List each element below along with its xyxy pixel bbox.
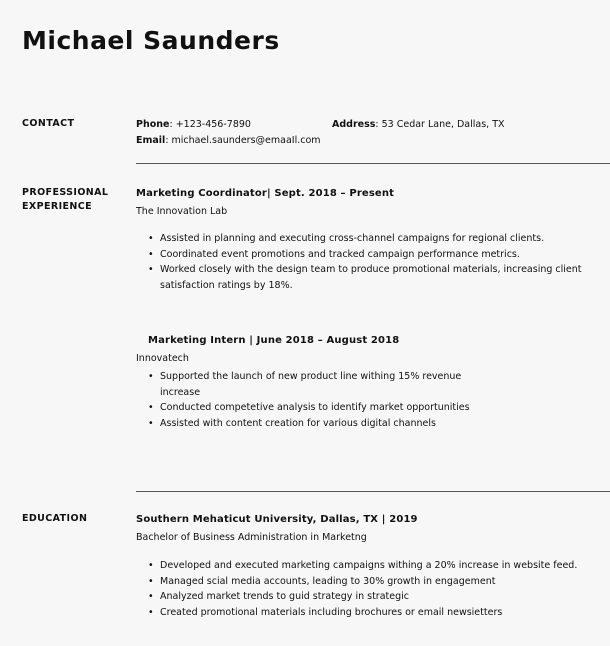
contact-column-right xyxy=(332,117,610,133)
education-entry-organization: Bachelor of Business Administration in Marketng xyxy=(136,532,367,543)
experience-entry-title: Marketing Intern | June 2018 – August 2018 xyxy=(148,335,400,346)
experience-body xyxy=(136,186,610,431)
list-item: • Worked closely with the design team to produce promotional materials, increasing client satisfaction ratings by 18%. xyxy=(148,262,588,293)
contact-phone-row xyxy=(136,117,336,133)
experience-entry-bullets xyxy=(148,231,588,293)
education-entry-bullets xyxy=(148,558,588,620)
section-label-contact: CONTACT xyxy=(22,118,75,129)
education-entry-title: Southern Mehaticut University, Dallas, TX | 2019 xyxy=(136,514,418,525)
contact-address-label: Address xyxy=(332,119,376,130)
contact-email-value: : michael.saunders@emaaIl.com xyxy=(165,135,321,146)
contact-address-value: : 53 Cedar Lane, Dallas, TX xyxy=(375,119,505,130)
education-entry xyxy=(136,512,610,620)
list-item: • Coordinated event promotions and tracked campaign performance metrics. xyxy=(148,247,588,263)
divider-education xyxy=(136,491,610,492)
list-item: • Conducted competetive analysis to identify market opportunities xyxy=(148,400,478,416)
experience-entry-bullets xyxy=(148,369,478,431)
experience-entry xyxy=(136,333,610,431)
contact-email-label: Email xyxy=(136,135,166,146)
section-label-experience-line1: PROFESSIONAL xyxy=(22,187,109,198)
contact-phone-value: : +123-456-7890 xyxy=(169,119,251,130)
list-item: • Assisted in planning and executing cross-channel campaigns for regional clients. xyxy=(148,231,588,247)
education-body xyxy=(136,512,610,620)
divider-experience xyxy=(136,163,610,164)
experience-entry-organization: Innovatech xyxy=(136,353,189,364)
experience-entry-organization: The Innovation Lab xyxy=(136,206,228,217)
list-item: • Supported the launch of new product line withing 15% revenue increase xyxy=(148,369,478,400)
page-title: Michael Saunders xyxy=(22,26,280,55)
experience-entry-title: Marketing Coordinator| Sept. 2018 – Present xyxy=(136,188,395,199)
section-label-experience xyxy=(22,186,130,213)
list-item: • Analyzed market trends to guid strategy in strategic xyxy=(148,589,588,605)
contact-column-left xyxy=(136,117,336,149)
list-item: • Developed and executed marketing campaigns withing a 20% increase in website feed. xyxy=(148,558,588,574)
list-item: • Assisted with content creation for various digital channels xyxy=(148,416,478,432)
section-label-experience-line2: EXPERIENCE xyxy=(22,200,93,212)
contact-address-row xyxy=(332,117,610,133)
contact-email-row xyxy=(136,133,336,149)
list-item: • Managed scial media accounts, leading to 30% growth in engagement xyxy=(148,574,588,590)
contact-phone-label: Phone xyxy=(136,119,170,130)
experience-entry xyxy=(136,186,610,293)
list-item: • Created promotional materials including brochures or email newsietters xyxy=(148,605,588,621)
section-label-education: EDUCATION xyxy=(22,513,88,524)
